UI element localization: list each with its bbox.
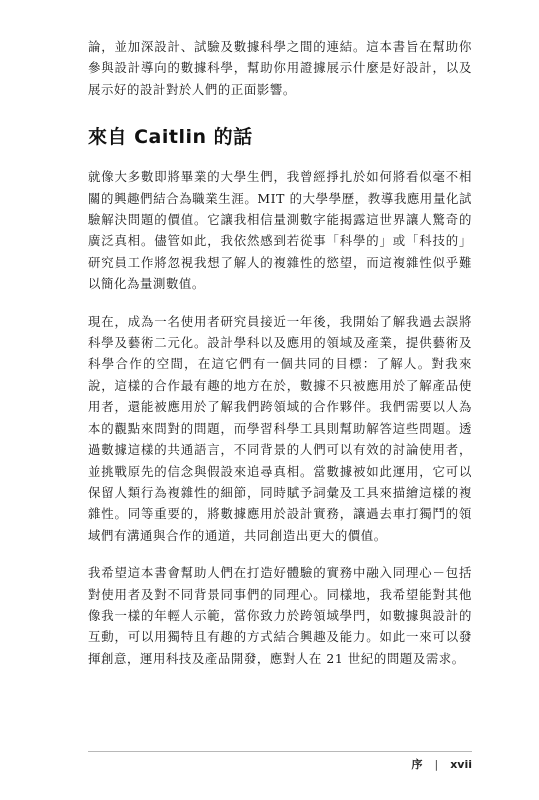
section-heading: 來自 Caitlin 的話 <box>88 126 253 149</box>
footer-divider <box>88 751 472 752</box>
footer-section-label: 序 <box>411 758 423 771</box>
paragraph-1: 就像大多數即將畢業的大學生們，我曾經掙扎於如何將看似毫不相關的興趣們結合為職業生涯。MIT 的大學學歷，教導我應用量化試驗解決問題的價值。它讓我相信量測數字能揭露這世界讓人驚奇的廣泛真相。儘管如此，我依然感到若從事「科學的」或「科技的」研究員工作將忽視我想了解人的複雜性的慾望，而這複雜性似乎難以簡化為量測數值。 <box>88 169 472 292</box>
footer-separator: | <box>434 757 439 771</box>
paragraph-3: 我希望這本書會幫助人們在打造好體驗的實務中融入同理心－包括對使用者及對不同背景同事們的同理心。同樣地，我希望能對其他像我一樣的年輕人示範，當你致力於跨領域學門，如數據與設計的互動，可以用獨特且有趣的方式結合興趣及能力。如此一來可以發揮創意，運用科技及產品開發，應對人在 21 世紀的問題及需求。 <box>88 565 472 666</box>
paragraph-2: 現在，成為一名使用者研究員接近一年後，我開始了解我過去誤將科學及藝術二元化。設計學科以及應用的領域及產業，提供藝術及科學合作的空間，在這它們有一個共同的目標：了解人。對我來說，這樣的合作最有趣的地方在於，數據不只被應用於了解產品使用者，還能被應用於了解我們跨領域的合作夥伴。我們需要以人為本的觀點來問對的問題，而學習科學工具則幫助解答這些問題。透過數據這樣的共通語言，不同背景的人們可以有效的討論使用者，並挑戰原先的信念與假設來追尋真相。當數據被如此運用，它可以保留人類行為複雜性的細節，同時賦予詞彙及工具來描繪這樣的複雜性。同等重要的，將數據應用於設計實務，讓過去車打獨鬥的領域們有溝通與合作的通道，共同創造出更大的價值。 <box>88 313 472 543</box>
intro-paragraph: 論，並加深設計、試驗及數據科學之間的連結。這本書旨在幫助你參與設計導向的數據科學，幫助你用證據展示什麼是好設計，以及展示好的設計對於人們的正面影響。 <box>88 39 472 97</box>
page-footer <box>411 756 472 772</box>
page-body <box>88 36 472 669</box>
page-number: xvii <box>450 757 472 771</box>
